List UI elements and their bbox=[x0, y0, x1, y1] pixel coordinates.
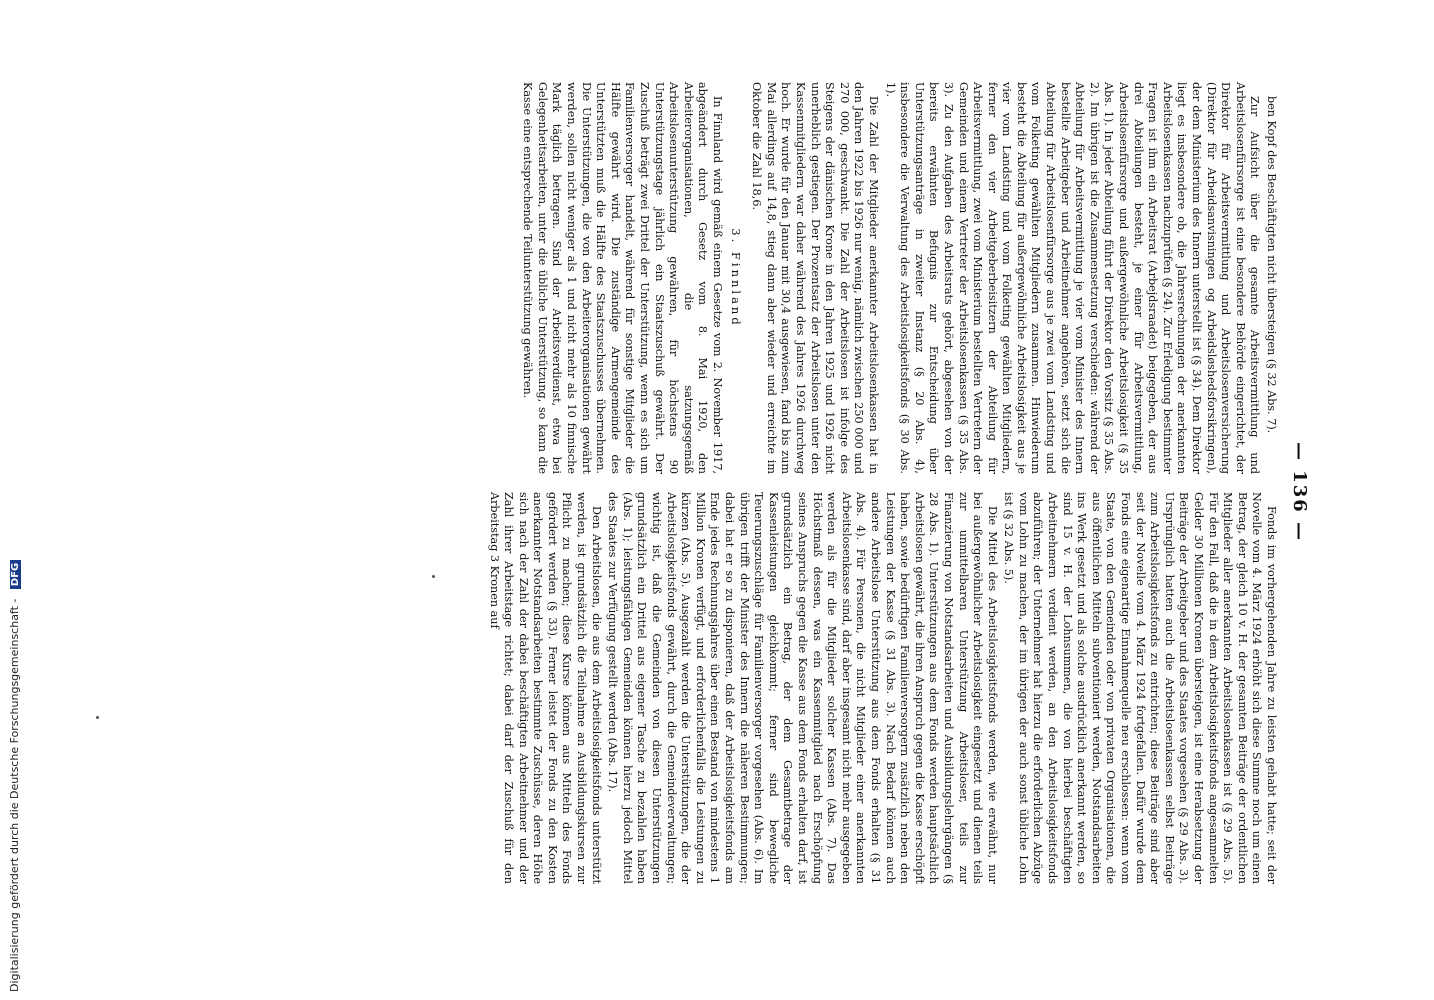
scan-speck bbox=[432, 575, 435, 578]
credit-text: Digitalisierung gefördert durch die Deutsche Forschungsgemeinschaft - bbox=[8, 598, 21, 992]
paragraph: ben Kopf des Beschäftigten nicht übersteigen (§ 32 Abs. 7). bbox=[1265, 96, 1278, 434]
text-column-1 bbox=[518, 82, 1278, 474]
page-number: — 136 — bbox=[1289, 441, 1310, 543]
dfg-logo: DFG bbox=[10, 560, 21, 589]
digitization-credit bbox=[8, 560, 21, 992]
paragraph: Die Zahl der Mitglieder anerkannter Arbeitslosenkassen hat in den Jahren 1922 bis 1926 nur wenig, nämlich zwischen 250 000 und 270 000, geschwankt. Die Zahl der Arbeitslosen ist infolge des Steigens der dänischen Krone in den Jahren 1925 und 1926 nicht unerheblich gestiegen. Der Prozentsatz der Arbeitslosen unter den Kassenmitgliedern war daher während des Jahres 1926 durchweg hoch. Er wurde für den Januar mit 30,4 ausgewiesen, fand bis zum Mai allerdings auf 14,8, stieg dann aber wieder und erreichte im Oktober die Zahl 18,6. bbox=[750, 82, 880, 474]
rotated-page-content bbox=[120, 82, 1310, 902]
section-title: 3. Finnland bbox=[728, 228, 743, 328]
text-column-2 bbox=[484, 492, 1278, 884]
paragraph: Zur Aufsicht über die gesamte Arbeitsvermittlung und Arbeitslosenfürsorge ist eine besondere Behörde eingerichtet, der Direktor für Arbeitsvermittlung und Arbeitslosenversicherung (Direktor für Arbeidsanvisningen og Arbeidsløshedsforsikringen), der dem Ministerium des Innern unterstellt ist (§ 34). Dem Direktor liegt es insbesondere ob, die Jahresrechnungen der anerkannten Arbeitslosenkassen nachzuprüfen (§ 24). Zur Erledigung bestimmter Fragen ist ihm ein Arbeitsrat (Arbejdsraadet) beigegeben, der aus drei Abteilungen besteht, je einer für Arbeitsvermittlung, Arbeitslosenfürsorge und außergewöhnliche Arbeitslosigkeit (§ 35 Abs. 1). In jeder Abteilung führt der Direktor den Vorsitz (§ 35 Abs. 2). Im übrigen ist die Zusammensetzung verschieden: während der Abteilung für Arbeitsvermittlung je vier vom Minister des Innern bestellte Arbeitgeber und Arbeitnehmer angehören, setzt sich die Abteilung für Arbeitslosenfürsorge aus je zwei vom Landsting und vom Folketing gewählten Mitgliedern zusammen. Hinwiederum besteht die Abteilung für außergewöhnliche Arbeitslosigkeit aus je vier vom Landsting und vom Folketing gewählten Mitgliedern, ferner den vier Arbeitgeberbeisitzern der Abteilung für Arbeitsvermittlung, zwei vom Ministerium bestellten Vertretern der Gemeinden und einem Vertreter der Arbeitslosenkassen (§ 35 Abs. 3). Zu den Aufgaben des Arbeitsrats gehört, abgesehen von der bereits erwähnten Befugnis zur Entscheidung über Unterstützungsanträge in zweiter Instanz (§ 20 Abs. 4), insbesondere die Verwaltung des Arbeitslosigkeitsfonds (§ 30 Abs. 1). bbox=[883, 82, 1262, 474]
scan-speck bbox=[96, 716, 99, 719]
paragraph: In Finnland wird gemäß einem Gesetze vom 2. November 1917, abgeändert durch Gesetz vom 8. Mai 1920, den Arbeiterorganisationen, die satzungsgemäß Arbeitslosenunterstützung gewähren, für höchstens 90 Unterstützungstage jährlich ein Staatszuschuß gewährt. Der Zuschuß beträgt zwei Drittel der Unterstützung, wenn es sich um Familienversorger handelt, während für sonstige Mitglieder die Hälfte gewährt wird. Die zuständige Armengemeinde des Unterstützten muß die Hälfte des Staatszuschusses übernehmen. Die Unterstützungen, die von den Arbeiterorganisationen gewährt werden, sollen nicht weniger als 1 und nicht mehr als 10 finnische Mark täglich betragen. Sind der Arbeitsverdienst, etwa bei Gelegenheitsarbeiten, unter die übliche Unterstützung, so kann die Kasse eine entsprechende Teilunterstützung gewähren. bbox=[521, 82, 725, 474]
paragraph: Die Mittel des Arbeitslosigkeitsfonds werden, wie erwähnt, nur bei außergewöhnlicher Arbeitslosigkeit eingesetzt und dienen teils zur unmittelbaren Unterstützung Arbeitsloser, teils zur Finanzierung von Notstandsarbeiten und Ausbildungslehrgängen (§ 28 Abs. 1). Unterstützungen aus dem Fonds werden hauptsächlich Arbeitslosen gewährt, die ihren Anspruch gegen die Kasse erschöpft haben, sowie bedürftigen Familienversorgern zusätzlich neben den Leistungen der Kasse (§ 31 Abs. 3). Nach Bedarf können auch andere Arbeitslose Unterstützung aus dem Fonds erhalten (§ 31 Abs. 4). Für Personen, die nicht Mitglieder einer anerkannten Arbeitslosenkasse sind, darf aber insgesamt nicht mehr ausgegeben werden als für die Mitglieder solcher Kassen (Abs. 7). Das Höchstmaß dessen, was ein Kassenmitglied nach Erschöpfung seines Anspruchs gegen die Kasse aus dem Fonds erhalten darf, ist grundsätzlich ein Betrag, der dem Gesamtbetrage der Kassenleistungen gleichkommt; ferner sind bewegliche Teuerungszuschläge für Familienversorger vorgesehen (Abs. 6). Im übrigen trifft der Minister des Innern die näheren Bestimmungen; dabei hat er so zu disponieren, daß der Arbeitslosigkeitsfonds am Ende jedes Rechnungsjahres über einen Bestand von mindestens 1 Million Kronen verfügt, und erforderlichenfalls die Leistungen zu kürzen (Abs. 5). Ausgezahlt werden die Unterstützungen, die der Arbeitslosigkeitsfonds gewährt, durch die Gemeindeverwaltungen; wichtig ist, daß die Gemeinden von diesen Unterstützungen grundsätzlich ein Drittel aus eigener Tasche zu bezahlen haben (Abs. 1); leistungsfähigen Gemeinden können hierzu jedoch Mittel des Staates zur Verfügung gestellt werden (Abs. 17). bbox=[606, 492, 999, 884]
paragraph: Den Arbeitslosen, die aus dem Arbeitslosigkeitsfonds unterstützt werden, ist grundsätzlich die Teilnahme an Ausbildungskursen zur Pflicht zu machen; diese Kurse können aus Mitteln des Fonds gefördert werden (§ 33). Ferner leistet der Fonds zu den Kosten anerkannter Notstandsarbeiten bestimmte Zuschüsse, deren Höhe sich nach der Zahl der dabei beschäftigten Arbeitnehmer und der Zahl ihrer Arbeitstage richtet; dabei darf der Zuschuß für den Arbeitstag 3 Kronen auf bbox=[487, 492, 603, 884]
paragraph: Fonds im vorhergehenden Jahre zu leisten gehabt hatte; seit der Novelle vom 4. März 1924 erhöht sich diese Summe noch um einen Betrag, der gleich 10 v. H. der gesamten Beiträge der ordentlichen Mitglieder aller anerkannten Arbeitslosenkassen ist (§ 29 Abs. 5). Für den Fall, daß die in dem Arbeitslosigkeitsfonds angesammelten Gelder 30 Millionen Kronen übersteigen, ist eine Herabsetzung der Beiträge der Arbeitgeber und des Staates vorgesehen (§ 29 Abs. 3). Ursprünglich hatten auch die Arbeitslosenkassen selbst Beiträge zum Arbeitslosigkeitsfonds zu entrichten; diese Beiträge sind aber seit der Novelle vom 4. März 1924 fortgefallen. Dafür wurde dem Fonds eine eigenartige Einnahmequelle neu erschlossen: wenn vom Staate, von den Gemeinden oder von privaten Organisationen, die aus öffentlichen Mitteln subventioniert werden, Notstandsarbeiten ins Werk gesetzt und als solche ausdrücklich anerkannt werden, so sind 15 v. H. der Lohnsummen, die von hierbei beschäftigten Arbeitnehmern verdient werden, an den Arbeitslosigkeitsfonds abzuführen; der Unternehmer hat hierzu die erforderlichen Abzüge vom Lohn zu machen, der im übrigen der auch sonst übliche Lohn ist (§ 32 Abs. 5). bbox=[1002, 492, 1278, 884]
